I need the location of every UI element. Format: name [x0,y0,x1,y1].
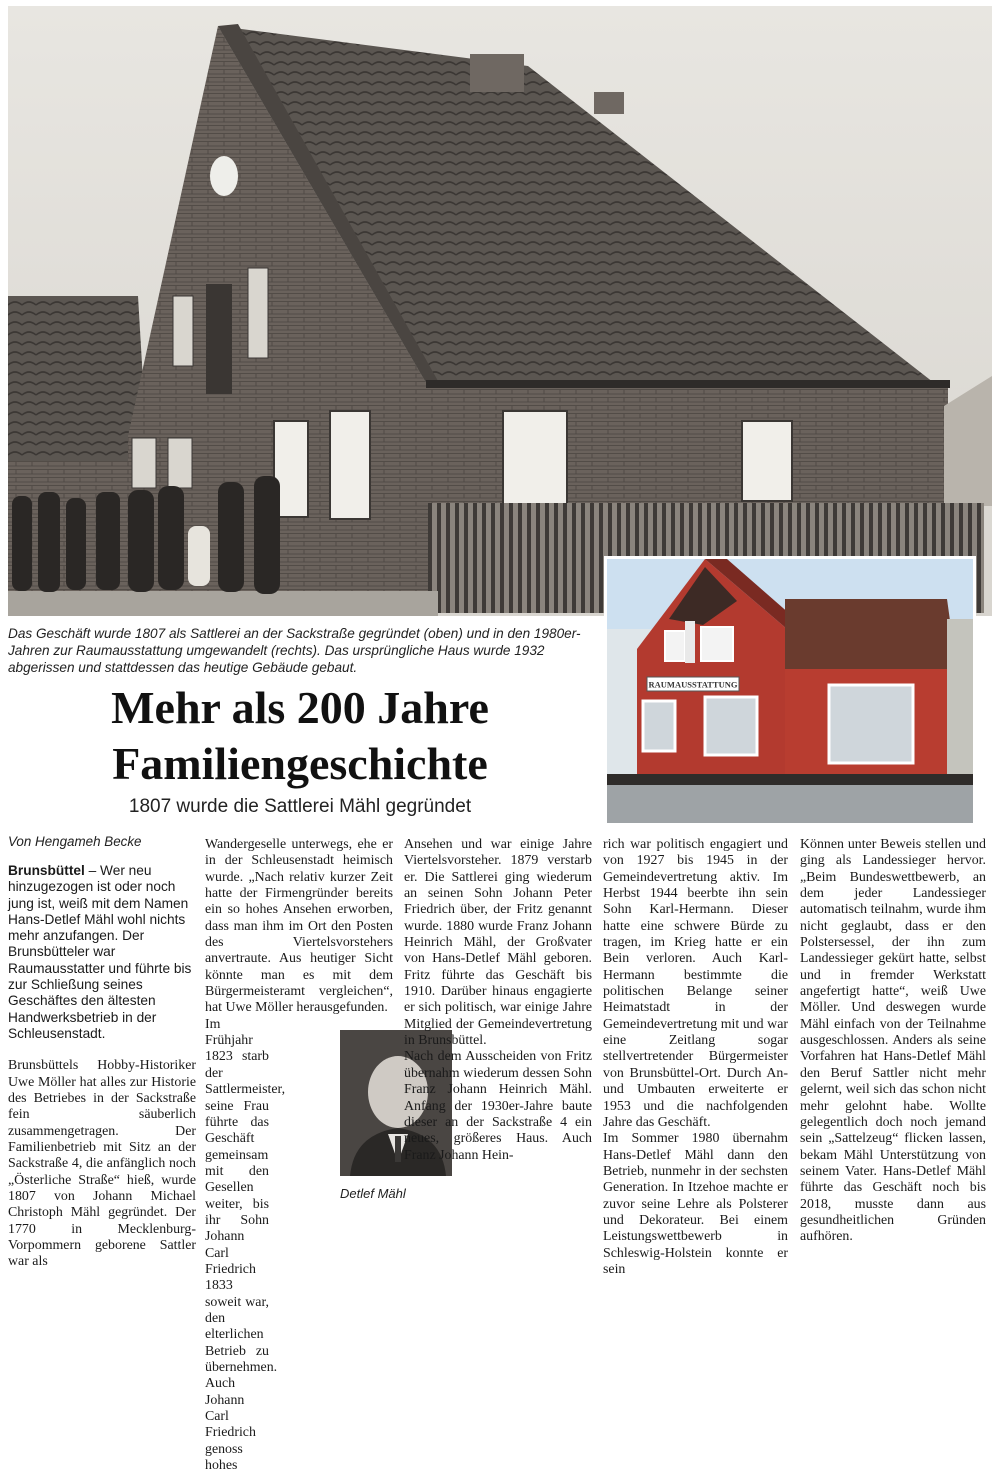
historic-house-illustration [8,6,992,616]
modern-shop-illustration [607,559,973,823]
headline-line-2: Familiengeschichte [112,738,488,789]
photo-caption: Das Geschäft wurde 1807 als Sattlerei an der Sackstraße gegründet (oben) und in den 1980er-Jahren zur Raumausstattung umgewandelt (rechts). Das ursprüngliche Haus wurde 1932 abgerissen und stattdessen das heutige Gebäude gebaut. [8,626,581,675]
headline [8,680,592,792]
body-paragraph: Im Sommer 1980 übernahm Hans-Detlef Mähl dann den Betrieb, nunmehr in der sechsten Generation. In Itzehoe machte er zuvor seine Lehre als Polsterer und Dekorateur. Bei einem Leistungswettbewerb in Schleswig-Holstein konnte er sein [603,1131,788,1277]
subheadline: 1807 wurde die Sattlerei Mähl gegründet [128,796,472,817]
modern-shop-photo [604,556,976,826]
body-paragraph: Wandergeselle unterwegs, ehe er in der Schleusenstadt heimisch wurde. „Nach relativ kurzer Zeit hatte der Firmengründer bereits ein so hohes Ansehen erworben, dass man ihm im Ort den Posten des Viertelsvorstehers anvertraute. Aus heutiger Sicht könnte man es mit dem Bürgermeisteramt vergleichen“, hat Uwe Möller herausgefunden. [205,837,393,1016]
article-column-1 [8,837,196,1271]
article-column-3 [404,837,592,1164]
portrait-caption: Detlef Mähl [340,1186,406,1201]
body-paragraph: rich war politisch engagiert und von 1927 bis 1945 in der Gemeindevertretung aktiv. Im Herbst 1944 beerbte ihn sein Sohn Karl-Hermann. Dieser hatte eine schwere Bürde zu tragen, im Krieg hatte er ein Bein verloren. Auch Karl-Hermann bestimmte die politischen Belange seiner Heimatstadt in der Gemeindevertretung mit und war eine Zeitlang sogar stellvertretender Bürgermeister von Brunsbüttel-Ort. Durch An- und Umbauten erweiterte er 1953 und die nachfolgenden Jahre das Geschäft. [603,837,788,1130]
headline-line-1: Mehr als 200 Jahre [111,682,489,733]
body-paragraph: Ansehen und war einige Jahre Viertelsvorsteher. 1879 verstarb er. Die Sattlerei ging wiederum an seinen Sohn Johann Peter Friedrich über, der Fritz genannt wurde. 1880 wurde Franz Johann Heinrich Mähl, der Großvater von Hans-Detlef Mähl geboren. Fritz führte das Geschäft bis 1910. Darüber hinaus engagierte er sich politisch, war einige Jahre Mitglied der Gemeindevertretung in Brunsbüttel. [404,837,592,1049]
shop-sign: RAUMAUSSTATTUNG [648,679,738,690]
lead-text: – Wer neu hinzugezogen ist oder noch jung ist, weiß mit dem Namen Hans-Detlef Mähl wohl nichts mehr anzufangen. Der Brunsbütteler war Raumausstatter und führte bis zur Schließung seines Geschäftes den ältesten Handwerksbetrieb in der Schleusenstadt. [8,863,192,1041]
body-paragraph: Im Frühjahr 1823 starb der Sattlermeister, seine Frau führte das Geschäft gemeinsam mit den Gesellen weiter, bis ihr Sohn Johann Carl Friedrich 1833 soweit war, den elterlichen Betrieb zu übernehmen. Auch Johann Carl Friedrich genoss hohes [205,1016,286,1474]
body-paragraph: Nach dem Ausscheiden von Fritz übernahm wiederum dessen Sohn Franz Johann Heinrich Mähl. Anfang der 1930er-Jahre baute dieser an der Sackstraße 4 ein neues, größeres Haus. Auch Franz Johann Hein- [404,1049,592,1163]
dateline: Brunsbüttel [8,863,85,878]
body-paragraph: Können unter Beweis stellen und ging als Landessieger hervor. „Beim Bundeswettbewerb, an dem jeder Landessieger automatisch teilnahm, wurde ihm nicht geglaubt, dass er den Polstersessel, der ihn zum Landessieger gekürt hatte, selbst und in fremder Werkstatt angefertigt hatte“, weiß Uwe Möller. Und deswegen wurde Mähl einfach von der Teilnahme ausgeschlossen. Anders als seine Vorfahren hat Hans-Detlef Mähl den Beruf Sattler nicht mehr gelernt, weil sich das schon nicht mehr gelohnt habe. Wollte gelegentlich doch noch jemand sein „Sattelzeug“ flicken lassen, bekam Mähl Unterstützung von seinem Vater. Hans-Detlef Mähl führte das Geschäft noch bis 2018, musste dann aus gesundheitlichen Gründen aufhören. [800,837,986,1245]
historic-house-photo [8,6,992,616]
article-column-5 [800,837,986,1246]
article-column-4 [603,837,788,1278]
body-paragraph: Brunsbüttels Hobby-Historiker Uwe Möller hat alles zur Historie des Betriebes in der Sackstraße fein säuberlich zusammengetragen. Der Familienbetrieb mit Sitz an der Sackstraße 4, die anfänglich noch „Österliche Straße“ hieß, wurde 1807 von Johann Michael Christoph Mähl gegründet. Der 1770 in Mecklenburg-Vorpommern geborene Sattler war als [8,1058,196,1270]
lead-paragraph [8,863,196,1042]
byline: Von Hengameh Becke [8,834,142,849]
